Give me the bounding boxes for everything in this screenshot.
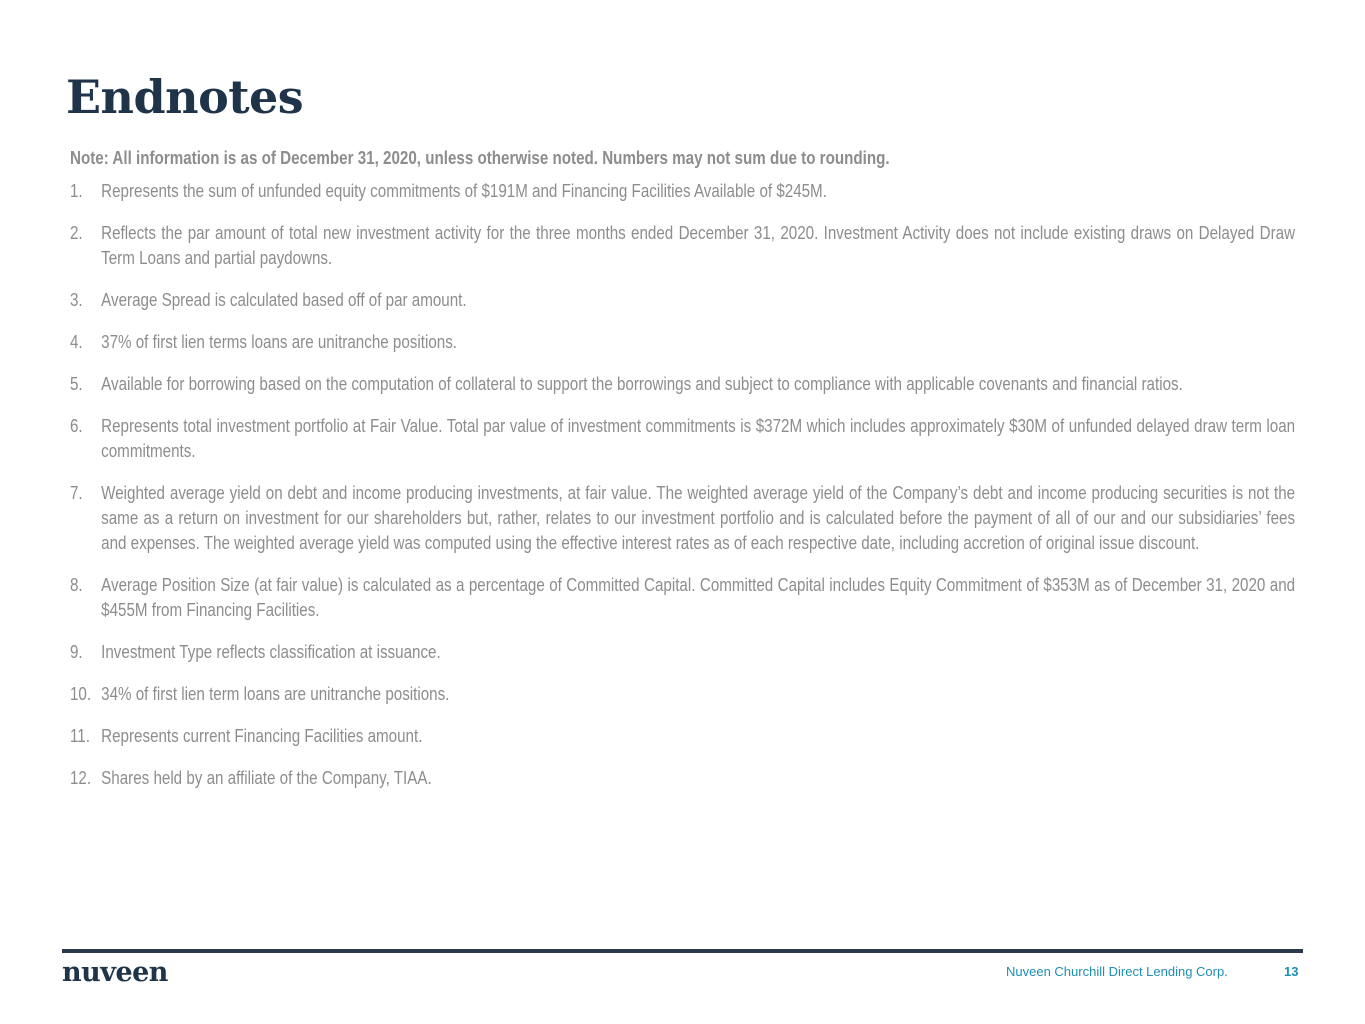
endnote-text: Shares held by an affiliate of the Company, TIAA. — [101, 767, 432, 788]
endnote-number: 1. — [70, 180, 83, 201]
endnote-number: 4. — [70, 331, 83, 352]
page-title: Endnotes — [66, 70, 304, 124]
footer-company: Nuveen Churchill Direct Lending Corp. — [1006, 964, 1228, 979]
endnotes-list — [70, 178, 1296, 790]
endnote-item — [70, 413, 1296, 463]
endnote-number: 2. — [70, 222, 83, 243]
endnotes-body — [70, 145, 1296, 807]
endnote-item — [70, 681, 1296, 706]
endnote-text: Weighted average yield on debt and income producing investments, at fair value. The weighted average yield of the Company’s debt and income producing securities is not the same as a return on investment for our shareholders but, rather, relates to our investment portfolio and is calculated before the payment of all of our and our subsidiaries’ fees and expenses. The weighted average yield was computed using the effective interest rates as of each respective date, including accretion of original issue discount. — [101, 482, 1296, 553]
endnote-number: 11. — [70, 725, 90, 746]
endnote-item — [70, 572, 1296, 622]
endnote-number: 3. — [70, 289, 83, 310]
endnote-text: Represents current Financing Facilities amount. — [101, 725, 423, 746]
endnote-item — [70, 639, 1296, 664]
endnote-text: Average Spread is calculated based off of par amount. — [101, 289, 467, 310]
endnote-text: Reflects the par amount of total new investment activity for the three months ended December 31, 2020. Investment Activity does not include existing draws on Delayed Draw Term Loans and partial paydowns. — [101, 222, 1296, 268]
endnote-text: 34% of first lien term loans are unitranche positions. — [101, 683, 450, 704]
endnote-item — [70, 480, 1296, 555]
endnote-number: 5. — [70, 373, 83, 394]
endnote-text: 37% of first lien terms loans are unitranche positions. — [101, 331, 457, 352]
footer-divider — [62, 949, 1303, 953]
endnote-text: Investment Type reflects classification at issuance. — [101, 641, 441, 662]
endnote-text: Average Position Size (at fair value) is calculated as a percentage of Committed Capital. Committed Capital includes Equity Commitment of $353M as of December 31, 2020 and $455M from Financing Facilities. — [101, 574, 1296, 620]
note-text: Note: All information is as of December 31, 2020, unless otherwise noted. Numbers may not sum due to rounding. — [70, 147, 890, 168]
endnote-item — [70, 765, 1296, 790]
nuveen-logo: nuveen — [62, 957, 168, 988]
endnote-item — [70, 371, 1296, 396]
endnote-text: Available for borrowing based on the computation of collateral to support the borrowings and subject to compliance with applicable covenants and financial ratios. — [101, 373, 1183, 394]
endnote-text: Represents total investment portfolio at Fair Value. Total par value of investment commitments is $372M which includes approximately $30M of unfunded delayed draw term loan commitments. — [101, 415, 1296, 461]
endnote-number: 8. — [70, 574, 83, 595]
endnote-text: Represents the sum of unfunded equity commitments of $191M and Financing Facilities Available of $245M. — [101, 180, 827, 201]
endnote-item — [70, 220, 1296, 270]
endnote-item — [70, 287, 1296, 312]
endnote-number: 12. — [70, 767, 92, 788]
endnote-number: 10. — [70, 683, 92, 704]
endnote-item — [70, 329, 1296, 354]
endnote-number: 7. — [70, 482, 83, 503]
endnote-number: 6. — [70, 415, 83, 436]
endnote-item — [70, 723, 1296, 748]
page-number: 13 — [1284, 964, 1299, 979]
endnote-item — [70, 178, 1296, 203]
endnote-number: 9. — [70, 641, 83, 662]
